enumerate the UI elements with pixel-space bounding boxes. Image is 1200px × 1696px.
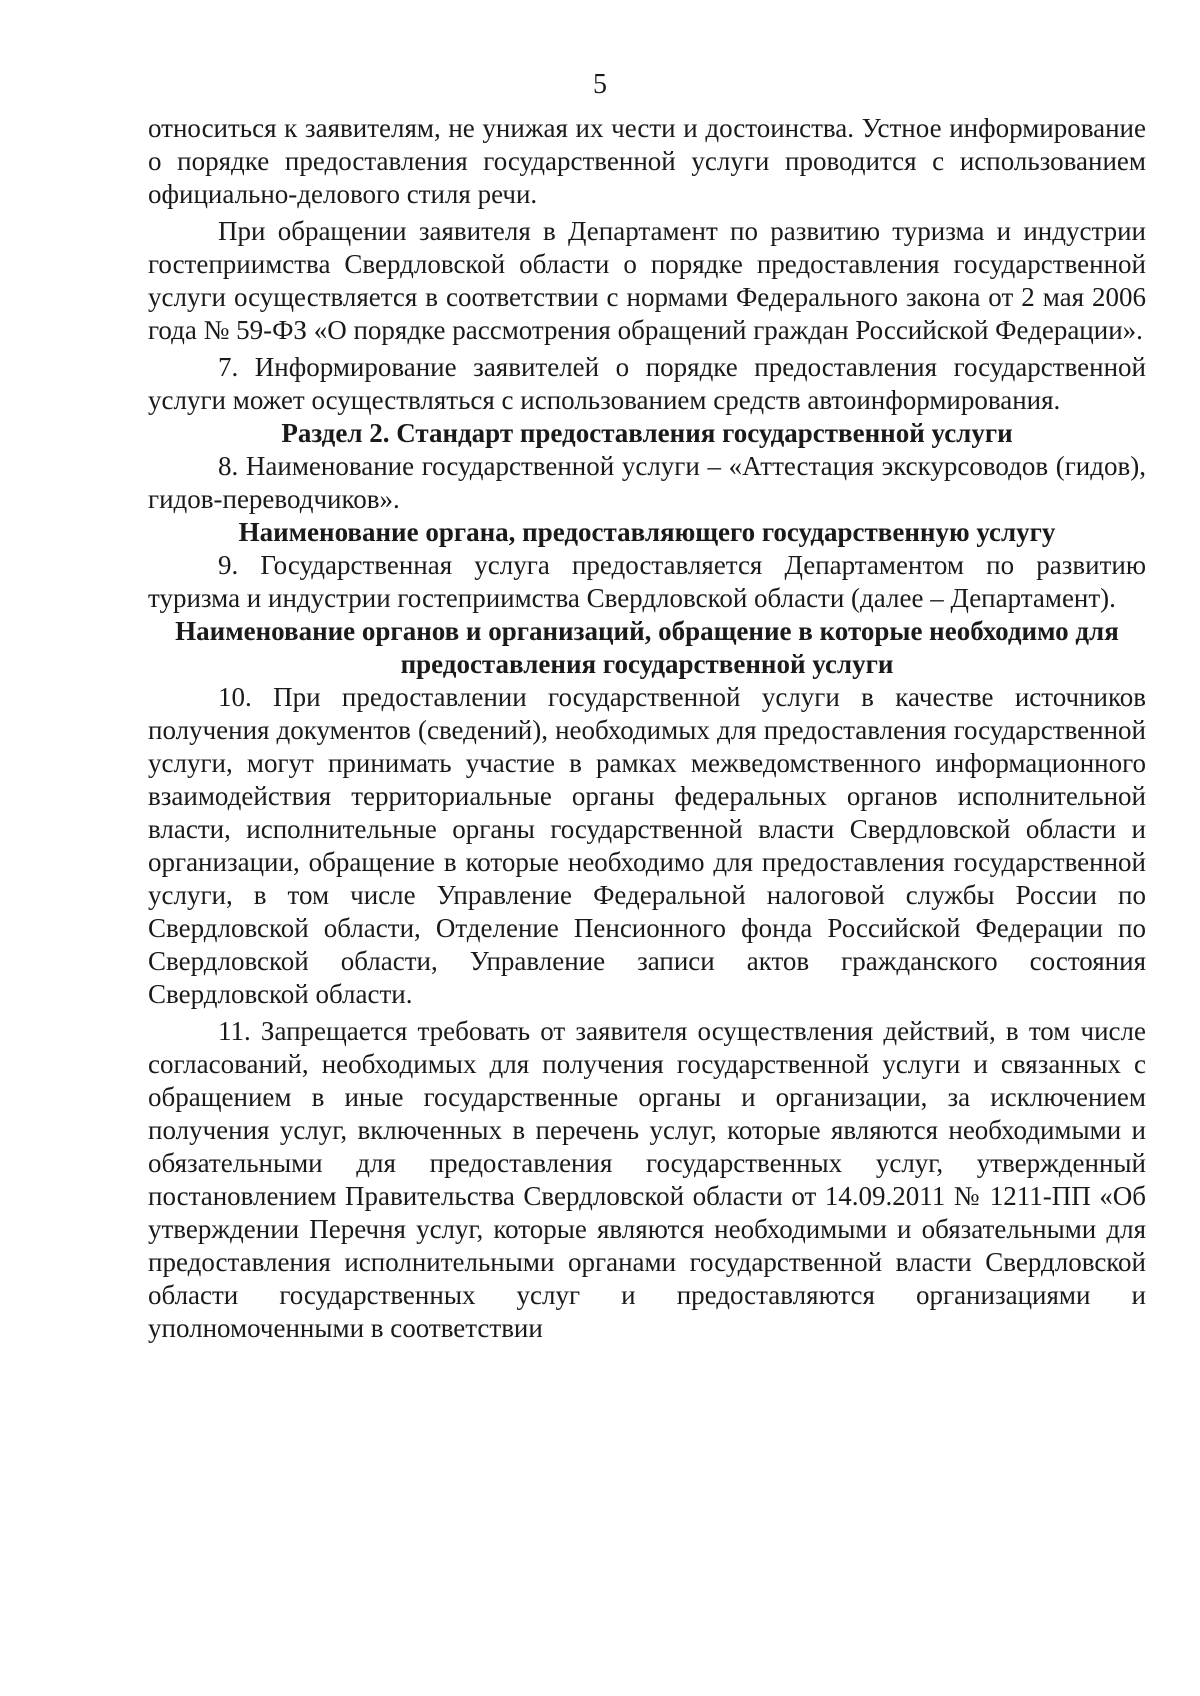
document-body: [148, 112, 1146, 1345]
paragraph-appeal: При обращении заявителя в Департамент по развитию туризма и индустрии гостеприимства Свердловской области о порядке предоставления государственной услуги осуществляется в соответствии с нормами Федерального закона от 2 мая 2006 года № 59-ФЗ «О порядке рассмотрения обращений граждан Российской Федерации».: [148, 216, 1146, 345]
organizations-heading: Наименование органов и организаций, обращение в которые необходимо для предоставления государственной услуги: [175, 616, 1119, 679]
paragraph-7: 7. Информирование заявителей о порядке предоставления государственной услуги может осуществляться с использованием средств автоинформирования.: [148, 352, 1146, 415]
page-number: 5: [593, 69, 607, 100]
paragraph-11: 11. Запрещается требовать от заявителя осуществления действий, в том числе согласований, необходимых для получения государственной услуги и связанных с обращением в иные государственные органы и организации, за исключением получения услуг, включенных в перечень услуг, которые являются необходимыми и обязательными для предоставления государственных услуг, утвержденный постановлением Правительства Свердловской области от 14.09.2011 № 1211-ПП «Об утверждении Перечня услуг, которые являются необходимыми и обязательными для предоставления исполнительными органами государственной власти Свердловской области государственных услуг и предоставляются организациями и уполномоченными в соответствии: [148, 1016, 1146, 1343]
paragraph-intro: относиться к заявителям, не унижая их чести и достоинства. Устное информирование о порядке предоставления государственной услуги проводится с использованием официально-делового стиля речи.: [148, 113, 1146, 209]
paragraph-9: 9. Государственная услуга предоставляется Департаментом по развитию туризма и индустрии гостеприимства Свердловской области (далее – Департамент).: [148, 550, 1146, 613]
paragraph-8: 8. Наименование государственной услуги – «Аттестация экскурсоводов (гидов), гидов-переводчиков».: [148, 451, 1146, 514]
paragraph-10: 10. При предоставлении государственной услуги в качестве источников получения документов (сведений), необходимых для предоставления государственной услуги, могут принимать участие в рамках межведомственного информационного взаимодействия территориальные органы федеральных органов исполнительной власти, исполнительные органы государственной власти Свердловской области и организации, обращение в которые необходимо для предоставления государственной услуги, в том числе Управление Федеральной налоговой службы России по Свердловской области, Отделение Пенсионного фонда Российской Федерации по Свердловской области, Управление записи актов гражданского состояния Свердловской области.: [148, 682, 1146, 1009]
section-2-heading: Раздел 2. Стандарт предоставления государственной услуги: [281, 418, 1013, 448]
authority-heading: Наименование органа, предоставляющего государственную услугу: [238, 517, 1056, 547]
